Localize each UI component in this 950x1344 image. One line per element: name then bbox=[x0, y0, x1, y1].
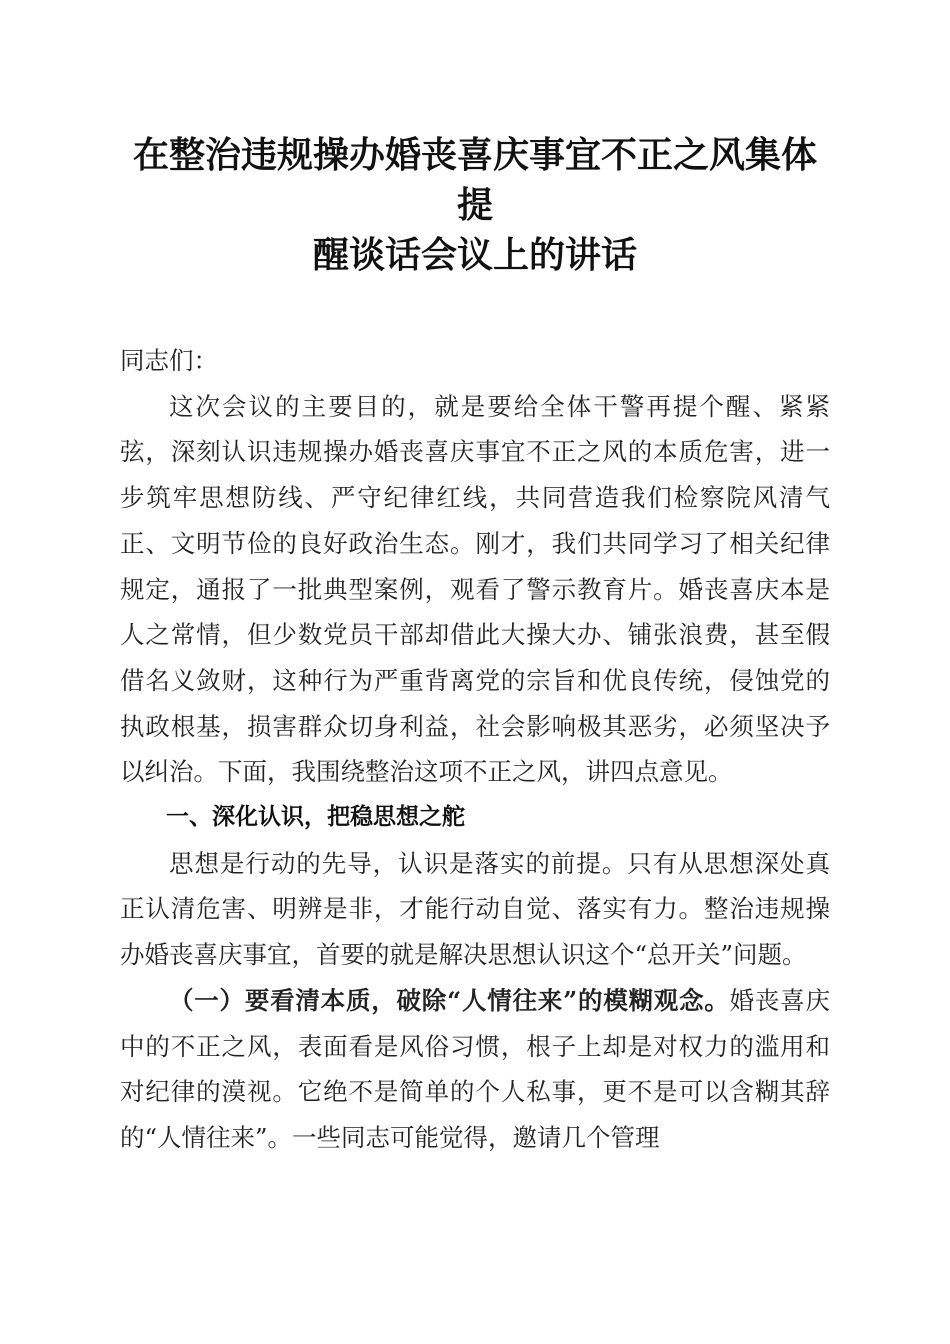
subsection-1-text: 婚丧喜庆中的不正之风，表面看是风俗习惯，根子上却是对权力的滥用和对纪律的漠视。它绝不是简单的个人私事，更不是可以含糊其辞的“人情往来”。一些同志可能觉得，邀请几个管理 bbox=[120, 985, 830, 1152]
section-heading-1: 一、深化认识，把稳思想之舵 bbox=[166, 804, 465, 831]
document-title bbox=[120, 130, 830, 280]
subsection-1-lead: （一）要看清本质，破除“人情往来”的模糊观念。 bbox=[169, 985, 730, 1015]
paragraph-intro: 这次会议的主要目的，就是要给全体干警再提个醒、紧紧弦，深刻认识违规操办婚丧喜庆事宜不正之风的本质危害，进一步筑牢思想防线、严守纪律红线，共同营造我们检察院风清气正、文明节俭的良好政治生态。刚才，我们共同学习了相关纪律规定，通报了一批典型案例，观看了警示教育片。婚丧喜庆本是人之常情，但少数党员干部却借此大操大办、铺张浪费，甚至假借名义敛财，这种行为严重背离党的宗旨和优良传统，侵蚀党的执政根基，损害群众切身利益，社会影响极其恶劣，必须坚决予以纠治。下面，我围绕整治这项不正之风，讲四点意见。 bbox=[120, 391, 830, 787]
title-line-2: 醒谈话会议上的讲话 bbox=[312, 234, 637, 276]
paragraph-section-1: 思想是行动的先导，认识是落实的前提。只有从思想深处真正认清危害、明辨是非，才能行动自觉、落实有力。整治违规操办婚丧喜庆事宜，首要的就是解决思想认识这个“总开关”问题。 bbox=[120, 848, 830, 970]
title-line-1: 在整治违规操办婚丧喜庆事宜不正之风集体提 bbox=[132, 134, 817, 226]
salutation: 同志们： bbox=[120, 346, 218, 375]
document-body bbox=[120, 338, 830, 1161]
paragraph-subsection-1 bbox=[120, 978, 830, 1161]
